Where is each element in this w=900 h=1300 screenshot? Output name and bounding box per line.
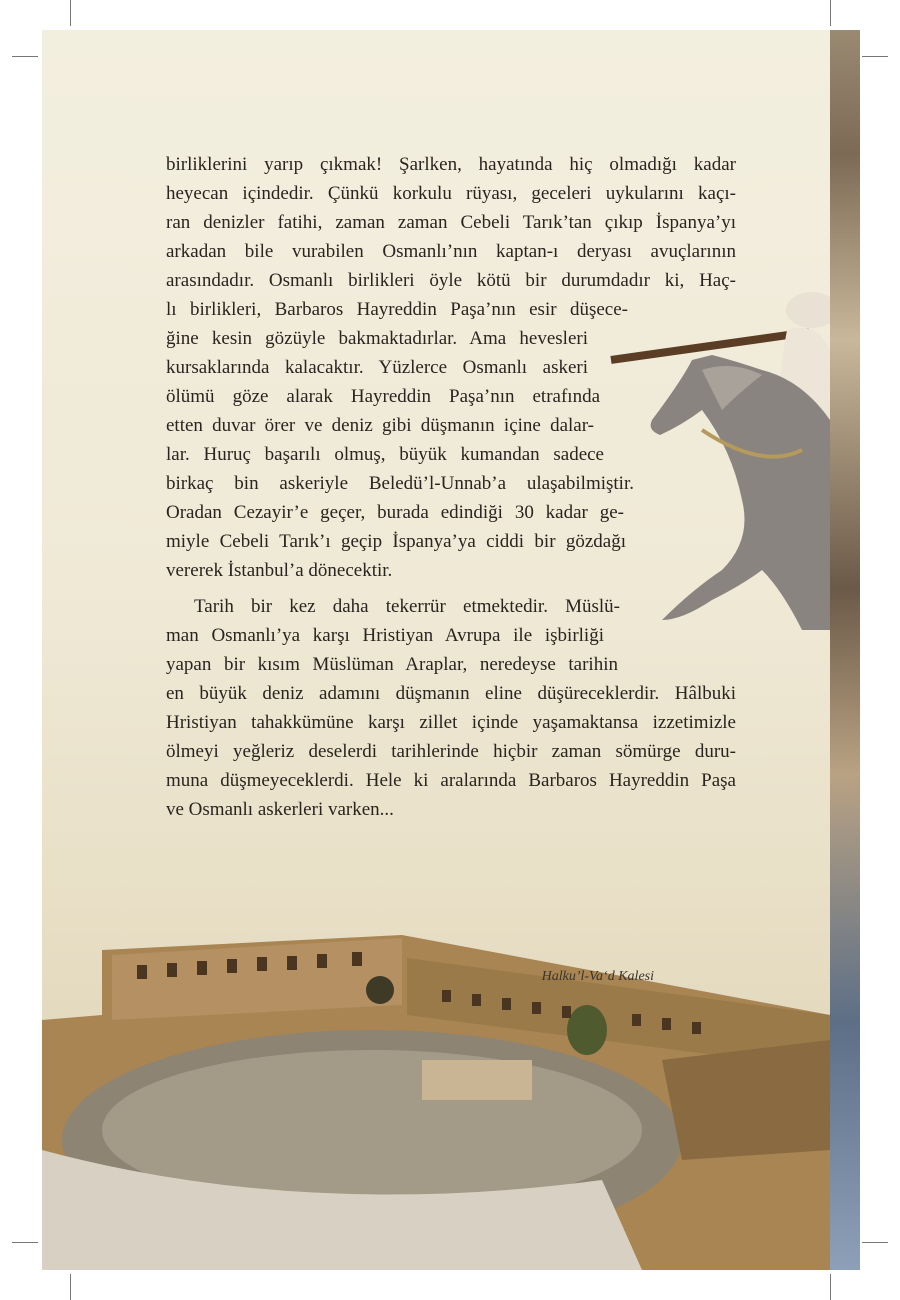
text-line: lı birlikleri, Barbaros Hayreddin Paşa’nın esir düşece- (166, 299, 628, 320)
text-line: ve Osmanlı askerleri varken... (166, 799, 394, 820)
text-line: yapan bir kısım Müslüman Araplar, neredeyse tarihin (166, 654, 618, 675)
text-line: vererek İstanbul’a dönecektir. (166, 560, 393, 581)
text-line: arkadan bile vurabilen Osmanlı’nın kaptan-ı deryası avuçlarının (166, 241, 736, 262)
text-line: birliklerini yarıp çıkmak! Şarlken, hayatında hiç olmadığı kadar (166, 154, 736, 175)
crop-mark (862, 56, 888, 57)
text-line: Oradan Cezayir’e geçer, burada edindiği 30 kadar ge- (166, 502, 624, 523)
text-line: etten duvar örer ve deniz gibi düşmanın içine dalar- (166, 415, 594, 436)
crop-mark (70, 0, 71, 26)
text-line: arasındadır. Osmanlı birlikleri öyle kötü bir durumdadır ki, Haç- (166, 270, 736, 291)
text-line: muna düşmeyeceklerdi. Hele ki aralarında Barbaros Hayreddin Paşa (166, 770, 736, 791)
crop-mark (12, 56, 38, 57)
text-line: man Osmanlı’ya karşı Hristiyan Avrupa ile işbirliği (166, 625, 604, 646)
text-line: ölmeyi yeğleriz deselerdi tarihlerinde hiçbir zaman sömürge duru- (166, 741, 736, 762)
text-line: ran denizler fatihi, zaman zaman Cebeli Tarık’tan çıkıp İspanya’yı (166, 212, 736, 233)
text-line: miyle Cebeli Tarık’ı geçip İspanya’ya ciddi bir gözdağı (166, 531, 626, 552)
image-caption: Halku’l-Va‘d Kalesi (541, 969, 654, 984)
text-line: ölümü göze alarak Hayreddin Paşa’nın etrafında (166, 386, 600, 407)
text-line: en büyük deniz adamını düşmanın eline düşüreceklerdir. Hâlbuki (166, 683, 736, 704)
text-line: ğine kesin gözüyle bakmaktadırlar. Ama hevesleri (166, 328, 588, 349)
crop-mark (862, 1242, 888, 1243)
text-line: kursaklarında kalacaktır. Yüzlerce Osmanlı askeri (166, 357, 588, 378)
crop-mark (70, 1274, 71, 1300)
adjacent-page-bleed (830, 30, 860, 1270)
text-line: Hristiyan tahakkümüne karşı zillet içinde yaşamaktansa izzetimizle (166, 712, 736, 733)
crop-mark (830, 1274, 831, 1300)
text-line: birkaç bin askeriyle Beledü’l-Unnab’a ulaşabilmiştir. (166, 473, 634, 494)
crop-mark (12, 1242, 38, 1243)
crop-mark (830, 0, 831, 26)
text-line: lar. Huruç başarılı olmuş, büyük kumandan sadece (166, 444, 604, 465)
text-line: Tarih bir kez daha tekerrür etmektedir. Müslü- (194, 596, 620, 617)
text-line: heyecan içindedir. Çünkü korkulu rüyası, geceleri uykularını kaçı- (166, 183, 736, 204)
